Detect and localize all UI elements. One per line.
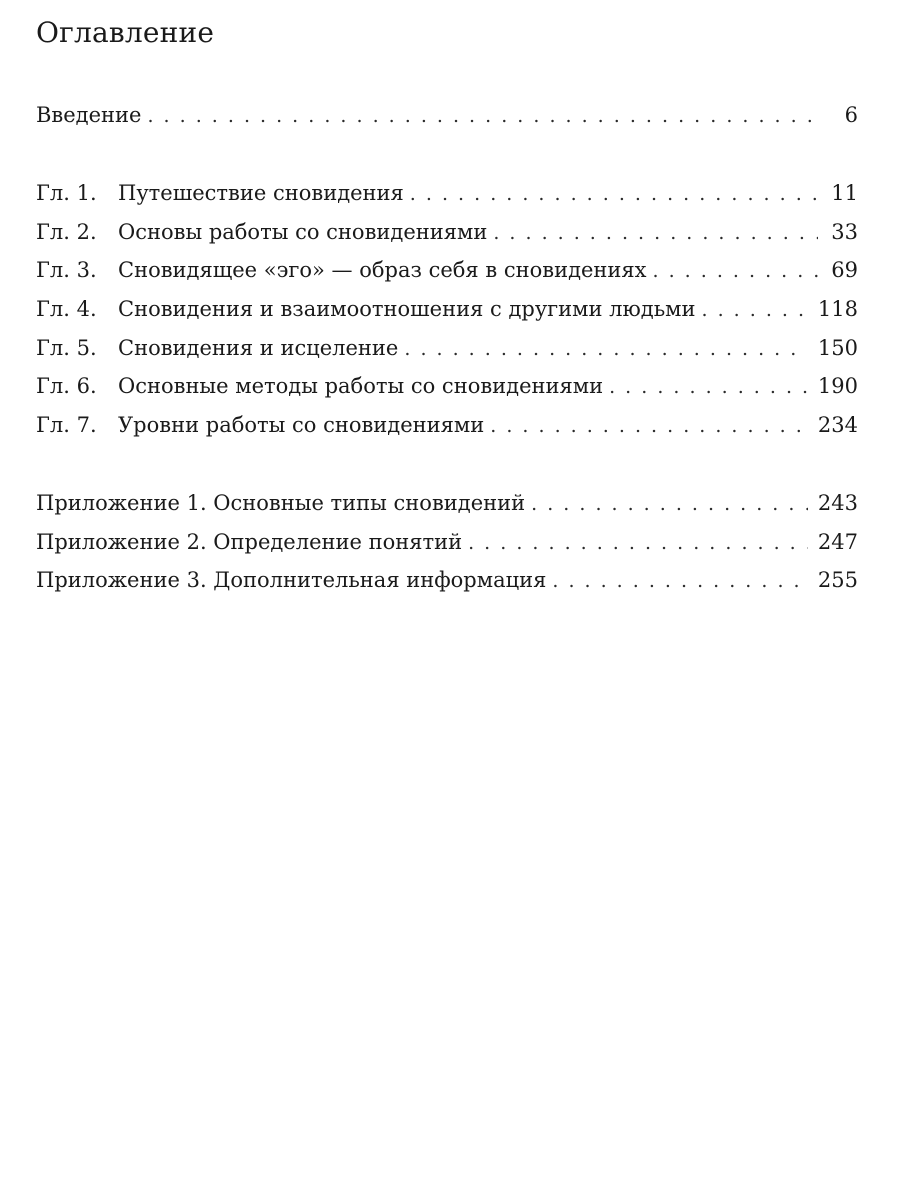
toc-entry-page: 6 [844,103,858,127]
toc-entry-page: 247 [817,529,858,554]
toc-entry-page: 11 [831,181,858,205]
toc-entry-appendix-2 [36,523,858,562]
toc-appendices-list [36,484,858,600]
dot-leader [410,175,818,214]
toc-entry-page: 33 [831,219,858,244]
toc-entry-chapter-1 [36,174,858,213]
toc-entry-page: 234 [817,413,858,438]
toc-entry-page: 190 [817,374,858,399]
toc-entry-number: Гл. 6. [36,374,97,399]
toc-entry-chapter-7 [36,406,858,445]
toc-entry-title: Сновидения и взаимоотношения с другими людьми [118,297,696,322]
toc-entry-number: Гл. 2. [36,219,97,244]
toc-entry-page: 118 [817,297,858,322]
dot-leader [493,214,818,253]
toc-entry-chapter-6 [36,367,858,406]
toc-entry-title: Приложение 3. Дополнительная информация [36,568,547,593]
toc-entry-chapter-2 [36,213,858,252]
toc-entry-title: Приложение 1. Основные типы сновидений [36,491,526,515]
dot-leader [468,524,808,563]
dot-leader [490,407,808,446]
toc-intro-list [36,96,858,135]
toc-entry-appendix-3 [36,561,858,600]
toc-title: Оглавление [36,16,215,49]
toc-entry-page: 69 [831,258,858,283]
dot-leader [702,291,808,330]
toc-entry-number: Гл. 3. [36,258,97,283]
toc-entry-number: Гл. 4. [36,297,97,322]
toc-entry-number: Гл. 1. [36,181,97,205]
dot-leader [147,97,818,136]
toc-entry-title: Путешествие сновидения [118,181,404,205]
toc-entry-chapter-3 [36,251,858,290]
dot-leader [531,485,808,524]
toc-entry-title: Сновидящее «эго» — образ себя в сновидениях [118,258,647,283]
toc-chapters-list [36,174,858,445]
dot-leader [653,252,818,291]
toc-entry-chapter-4 [36,290,858,329]
toc-entry-appendix-1 [36,484,858,523]
dot-leader [552,562,808,601]
toc-entry-chapter-5 [36,329,858,368]
toc-entry-page: 243 [817,491,858,515]
toc-entry-intro [36,96,858,135]
dot-leader [404,330,808,369]
toc-entry-page: 255 [817,568,858,593]
toc-entry-title: Основы работы со сновидениями [118,219,488,244]
toc-entry-title: Введение [36,103,142,127]
toc-entry-title: Уровни работы со сновидениями [118,413,485,438]
toc-entry-number: Гл. 7. [36,413,97,438]
toc-entry-title: Основные методы работы со сновидениями [118,374,604,399]
toc-entry-title: Приложение 2. Определение понятий [36,529,463,554]
toc-entry-number: Гл. 5. [36,335,97,360]
toc-entry-page: 150 [817,335,858,360]
toc-entry-title: Сновидения и исцеление [118,335,399,360]
dot-leader [609,368,808,407]
